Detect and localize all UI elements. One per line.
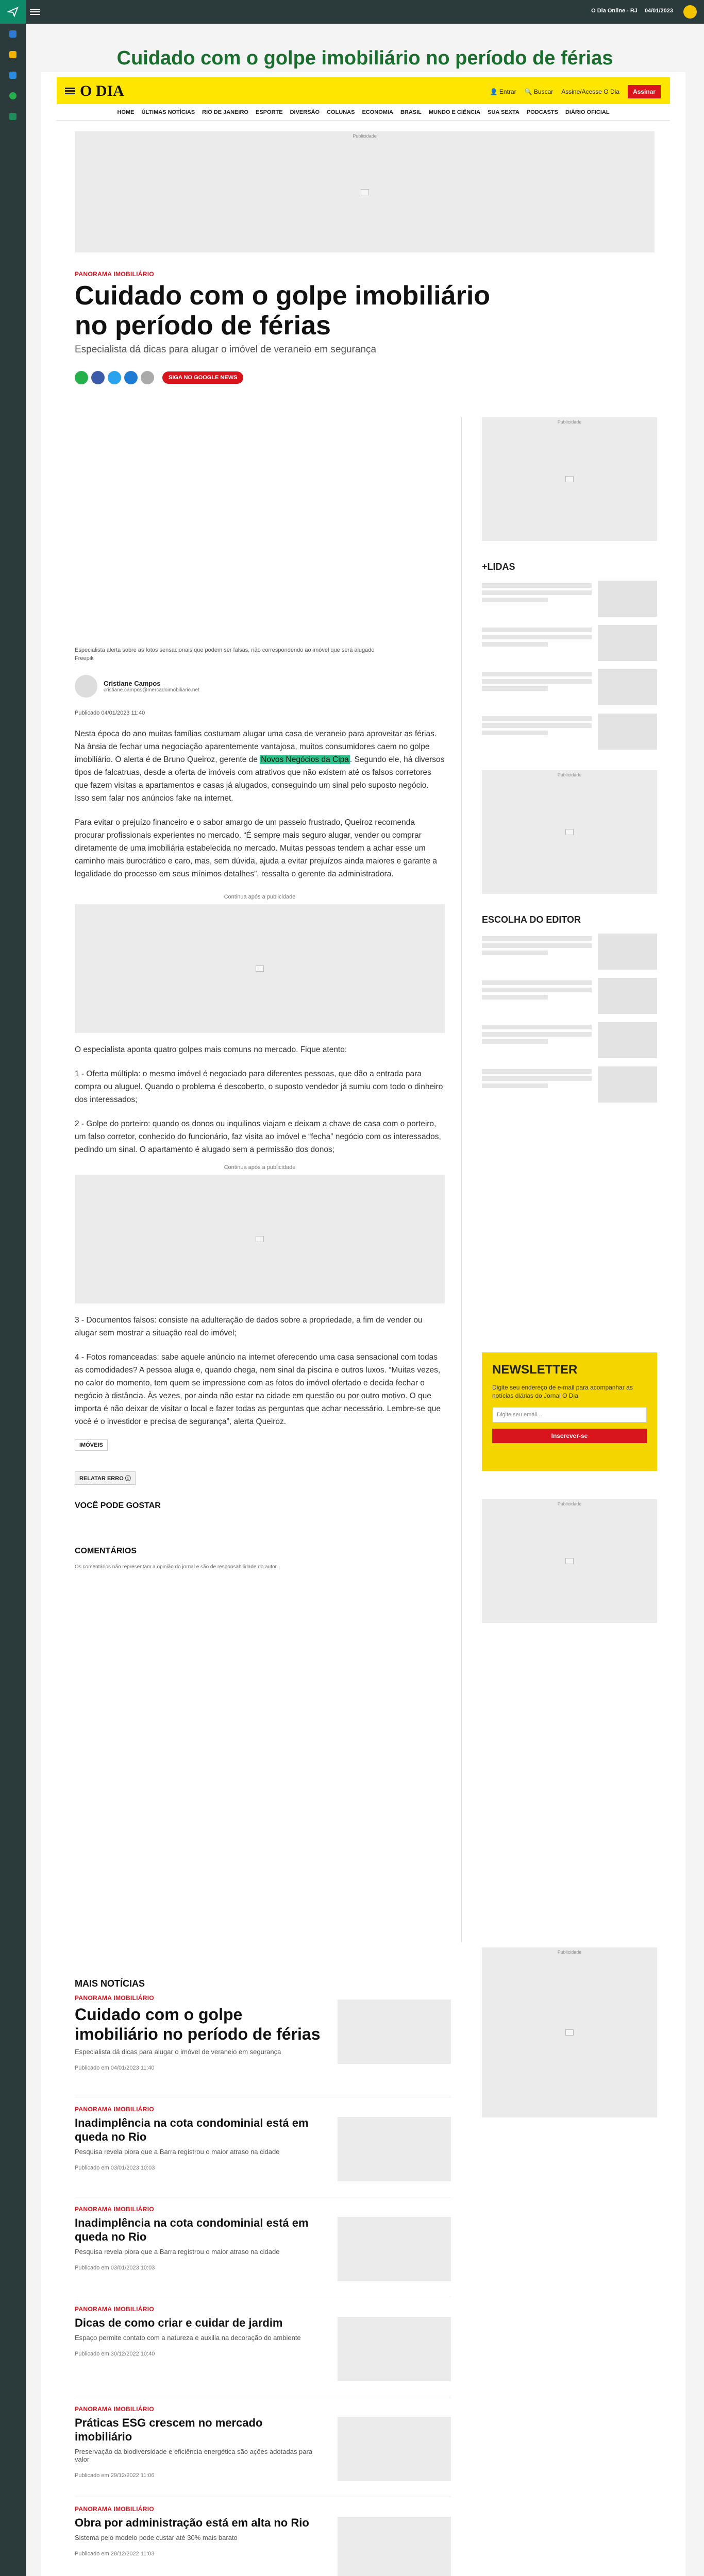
editor-item[interactable]: [482, 934, 657, 970]
editor-choice-heading: ESCOLHA DO EDITOR: [482, 914, 581, 925]
paragraph-2: Para evitar o prejuízo financeiro e o sabor amargo de um passeio frustrado, Queiroz recomenda procurar profissionais experientes no mercado. “É sempre mais seguro alugar, vender ou comprar diretamente de uma imobiliária estabelecida no mercado. Muitas pessoas tendem a achar esse um caminho mais burocrático e caro, mas, sem dúvida, ajuda a evitar prejuízos ainda maiores e garante a legalidade do processo em seus mínimos detalhes”, ressalta o gerente da administradora.: [75, 818, 438, 878]
item-date: Publicado em 28/12/2022 11:03: [75, 2551, 155, 2557]
search-link[interactable]: 🔍 Buscar: [524, 88, 554, 95]
image-placeholder-icon: [565, 2029, 574, 2036]
list-item[interactable]: [75, 2405, 451, 2497]
rail-bag-icon[interactable]: [0, 44, 26, 65]
sidebar-ad-3[interactable]: [482, 1499, 657, 1623]
item-thumbnail[interactable]: [338, 2117, 451, 2181]
left-rail: [0, 0, 26, 2576]
sidebar-ad-2[interactable]: [482, 770, 657, 894]
login-link[interactable]: 👤 Entrar: [490, 88, 516, 95]
menu-icon[interactable]: [30, 7, 40, 16]
paragraph-4: 1 - Oferta múltipla: o mesmo imóvel é negociado para diferentes pessoas, que dão a entrada para compra ou aluguel. Quando o problema é descoberto, o suposto vendedor já sumiu com todo o dinheiro dos interessados;: [75, 1070, 443, 1104]
location-status: O Dia Online - RJ: [591, 8, 638, 14]
item-kicker: PANORAMA IMOBILIÁRIO: [75, 2405, 154, 2413]
ad-label: Publicidade: [557, 1501, 582, 1506]
item-subtitle: Especialista dá dicas para alugar o imóvel de veraneio em segurança: [75, 2048, 281, 2056]
image-placeholder-icon: [565, 829, 574, 835]
caption-text: Especialista alerta sobre as fotos sensacionais que podem ser falsas, não correspondendo ao imóvel que será alugado: [75, 647, 375, 653]
header-tools: [490, 85, 661, 98]
paragraph-6: 3 - Documentos falsos: consiste na adulteração de dados sobre a propriedade, a fim de vender ou alugar sem mostrar a situação real do imóvel;: [75, 1316, 423, 1337]
image-placeholder-icon: [565, 476, 574, 482]
paragraph-1: [75, 727, 445, 805]
item-kicker: PANORAMA IMOBILIÁRIO: [75, 2505, 154, 2513]
item-date: Publicado em 03/01/2023 10:03: [75, 2265, 155, 2271]
rail-mail-icon[interactable]: [0, 24, 26, 44]
cipa-link[interactable]: Novos Negócios da Cipa: [261, 755, 349, 764]
newsletter-email-input[interactable]: Digite seu email...: [492, 1407, 647, 1422]
you-may-like-heading: VOCÊ PODE GOSTAR: [75, 1501, 161, 1510]
report-error-button[interactable]: RELATAR ERRO ⓘ: [75, 1471, 136, 1485]
item-subtitle: Pesquisa revela piora que a Barra registrou o maior atraso na cidade: [75, 2248, 280, 2256]
more-news-heading: MAIS NOTÍCIAS: [75, 1978, 145, 1989]
subscribe-access-link[interactable]: Assine/Acesse O Dia: [561, 88, 619, 95]
hamburger-icon[interactable]: [65, 87, 75, 95]
item-thumbnail[interactable]: [338, 2517, 451, 2576]
item-subtitle: Preservação da biodiversidade e eficiência energética são ações adotadas para valor: [75, 2448, 313, 2463]
top-ad[interactable]: [75, 131, 655, 252]
nav-mundo[interactable]: MUNDO E CIÊNCIA: [428, 109, 481, 115]
item-kicker: PANORAMA IMOBILIÁRIO: [75, 2206, 154, 2213]
newsletter-subscribe-button[interactable]: Inscrever-se: [492, 1429, 647, 1443]
image-placeholder-icon: [361, 189, 369, 195]
comments-heading: COMENTÁRIOS: [75, 1547, 137, 1555]
item-date: Publicado em 29/12/2022 11:06: [75, 2472, 155, 2479]
sidebar: [482, 417, 657, 1103]
tag-imoveis[interactable]: IMÓVEIS: [75, 1439, 108, 1451]
item-date: Publicado em 03/01/2023 10:03: [75, 2165, 155, 2171]
item-kicker: PANORAMA IMOBILIÁRIO: [75, 2106, 154, 2113]
item-kicker: PANORAMA IMOBILIÁRIO: [75, 1994, 154, 2002]
image-caption: [75, 646, 445, 663]
published-date: Publicado 04/01/2023 11:40: [75, 710, 145, 716]
item-title[interactable]: Cuidado com o golpe imobiliário no período de férias: [75, 2005, 321, 2043]
newsletter-box: [482, 1352, 657, 1471]
nav-latest[interactable]: ÚLTIMAS NOTÍCIAS: [141, 109, 195, 115]
author-name[interactable]: Cristiane Campos: [104, 680, 161, 687]
nav-colunas[interactable]: COLUNAS: [327, 109, 355, 115]
inline-ad-2[interactable]: [75, 1175, 445, 1303]
article-body: [75, 417, 445, 1570]
login-label: Entrar: [499, 88, 516, 95]
item-thumbnail[interactable]: [338, 2417, 451, 2481]
nav-esporte[interactable]: ESPORTE: [256, 109, 283, 115]
list-item[interactable]: [75, 2206, 451, 2297]
item-subtitle: Pesquisa revela piora que a Barra registrou o maior atraso na cidade: [75, 2148, 280, 2156]
list-item[interactable]: [75, 2306, 451, 2397]
sidebar-ad-4[interactable]: [482, 1947, 657, 2117]
date-status: 04/01/2023: [644, 8, 673, 14]
status-area: [591, 8, 673, 14]
subscribe-button[interactable]: Assinar: [628, 85, 661, 98]
author-email[interactable]: cristiane.campos@mercadoimobiliario.net: [104, 687, 199, 693]
layers-icon[interactable]: [683, 5, 697, 19]
paragraph-7: 4 - Fotos romanceadas: sabe aquele anúncio na internet oferecendo uma casa sensacional com todas as comodidades? A pessoa aluga e, quando chega, nem sinal da piscina e outros luxos. “Muitas vezes, no calor do momento, tem quem se impressione com as fotos do imóvel ofertado e decida fechar o negócio à distância. Às vezes, por ainda não estar na cidade em questão ou por outro motivo. O que importa é não deixar de visitar o local e fazer todas as perguntas que achar necessário. Lembre-se que você é o investidor e precisa de segurança”, alerta Queiroz.: [75, 1353, 441, 1426]
google-news-button[interactable]: SIGA NO GOOGLE NEWS: [162, 371, 243, 384]
banner-title: Cuidado com o golpe imobiliário no período de férias: [116, 47, 613, 69]
share-bar: [75, 371, 243, 384]
send-icon[interactable]: [0, 0, 26, 24]
whatsapp-icon[interactable]: [75, 371, 88, 384]
image-placeholder-icon: [256, 965, 264, 972]
editor-item[interactable]: [482, 1066, 657, 1103]
rail-tag-icon[interactable]: [0, 106, 26, 127]
item-title[interactable]: Dicas de como criar e cuidar de jardim: [75, 2316, 283, 2329]
editor-item[interactable]: [482, 978, 657, 1014]
email-icon[interactable]: [141, 371, 154, 384]
item-subtitle: Espaço permite contato com a natureza e auxilia na decoração do ambiente: [75, 2334, 301, 2342]
more-news: [75, 1978, 451, 2576]
rail-chat-icon[interactable]: [0, 65, 26, 86]
item-title[interactable]: Inadimplência na cota condominial está em queda no Rio: [75, 2116, 309, 2143]
paragraph-3: O especialista aponta quatro golpes mais comuns no mercado. Fique atento:: [75, 1045, 347, 1054]
article-title: Cuidado com o golpe imobiliário no período de férias: [75, 281, 491, 341]
report-error: [75, 1471, 445, 1485]
article-subtitle: Especialista dá dicas para alugar o imóvel de veraneio em segurança: [75, 344, 377, 355]
list-item[interactable]: [75, 2505, 451, 2576]
most-read-item[interactable]: [482, 581, 657, 617]
item-kicker: PANORAMA IMOBILIÁRIO: [75, 2306, 154, 2313]
item-date: Publicado em 30/12/2022 10:40: [75, 2351, 155, 2357]
ad-label: Publicidade: [353, 133, 377, 139]
p1-text-2: . Segundo ele, há diversos tipos de falcatruas, desde a oferta de imóveis com atrativos que não existem até os falsos corretores que fazem visitas a apartamentos e casas já alugados, conseguindo um sinal pelo suposto negócio. Isso sem falar nos anúncios fake na internet.: [75, 755, 445, 803]
column-divider: [461, 417, 462, 1942]
nav-sua-sexta[interactable]: SUA SEXTA: [488, 109, 519, 115]
top-bar: [26, 0, 704, 24]
avatar: [75, 675, 97, 698]
nav-home[interactable]: HOME: [117, 109, 135, 115]
image-placeholder-icon: [256, 1236, 264, 1242]
ad-label: Publicidade: [557, 772, 582, 777]
rail-whatsapp-icon[interactable]: [0, 86, 26, 106]
ad-label: Publicidade: [557, 419, 582, 425]
most-read-item[interactable]: [482, 625, 657, 661]
item-thumbnail[interactable]: [338, 2317, 451, 2381]
list-item[interactable]: [75, 1994, 451, 2097]
p1-text: Nesta época do ano muitas famílias costumam alugar uma casa de veraneio para aproveitar as férias. Na ânsia de fechar uma negociação aparentemente vantajosa, muitos consumidores caem no golpe imobiliário. O alerta é de Bruno Queiroz, gerente de: [75, 730, 437, 764]
caption-credit: Freepik: [75, 655, 94, 662]
nav-brasil[interactable]: BRASIL: [400, 109, 422, 115]
item-thumbnail[interactable]: [338, 1999, 451, 2064]
item-title[interactable]: Práticas ESG crescem no mercado imobiliário: [75, 2416, 263, 2443]
nav-diario[interactable]: DIÁRIO OFICIAL: [565, 109, 610, 115]
most-read-heading: +LIDAS: [482, 562, 515, 572]
most-read-item[interactable]: [482, 714, 657, 750]
editor-item[interactable]: [482, 1022, 657, 1058]
newsletter-title: NEWSLETTER: [492, 1363, 578, 1377]
list-item[interactable]: [75, 2106, 451, 2197]
item-title[interactable]: Obra por administração está em alta no Rio: [75, 2516, 309, 2529]
paragraph-5: 2 - Golpe do porteiro: quando os donos ou inquilinos viajam e deixam a chave de casa com o porteiro, um falso corretor, conhecido do funcionário, faz visita ao imóvel e “fecha” negócio com os interessados, pedindo um sinal. O apartamento é alugado sem a permissão dos donos;: [75, 1120, 441, 1154]
site-logo[interactable]: O DIA: [80, 82, 124, 99]
masthead: [57, 77, 670, 104]
ad-continue-label: Continua após a publicidade: [224, 894, 296, 900]
nav-podcasts[interactable]: PODCASTS: [526, 109, 558, 115]
twitter-icon[interactable]: [108, 371, 121, 384]
most-read-item[interactable]: [482, 669, 657, 705]
item-subtitle: Sistema pelo modelo pode custar até 30% mais barato: [75, 2534, 238, 2541]
article-hero-image: [75, 417, 445, 639]
author-box: [75, 675, 445, 698]
comments-note: Os comentários não representam a opinião do jornal e são de responsabilidade do autor.: [75, 1564, 278, 1570]
tag-list: [75, 1439, 445, 1451]
sidebar-ad-1[interactable]: [482, 417, 657, 541]
ad-label: Publicidade: [557, 1950, 582, 1955]
main-nav: [57, 104, 670, 121]
nav-diversao[interactable]: DIVERSÃO: [290, 109, 320, 115]
item-date: Publicado em 04/01/2023 11:40: [75, 2065, 155, 2071]
telegram-icon[interactable]: [124, 371, 138, 384]
nav-economia[interactable]: ECONOMIA: [362, 109, 393, 115]
newsletter-text: Digite seu endereço de e-mail para acompanhar as notícias diárias do Jornal O Dia.: [492, 1384, 633, 1399]
item-thumbnail[interactable]: [338, 2217, 451, 2281]
article-kicker[interactable]: PANORAMA IMOBILIÁRIO: [75, 270, 154, 278]
report-label: RELATAR ERRO: [79, 1476, 124, 1482]
image-placeholder-icon: [565, 1558, 574, 1564]
inline-ad-1[interactable]: [75, 904, 445, 1033]
facebook-icon[interactable]: [91, 371, 105, 384]
item-title[interactable]: Inadimplência na cota condominial está em queda no Rio: [75, 2216, 309, 2243]
nav-rio[interactable]: RIO DE JANEIRO: [202, 109, 248, 115]
ad-continue-label-2: Continua após a publicidade: [224, 1164, 296, 1171]
search-label: Buscar: [533, 88, 554, 95]
